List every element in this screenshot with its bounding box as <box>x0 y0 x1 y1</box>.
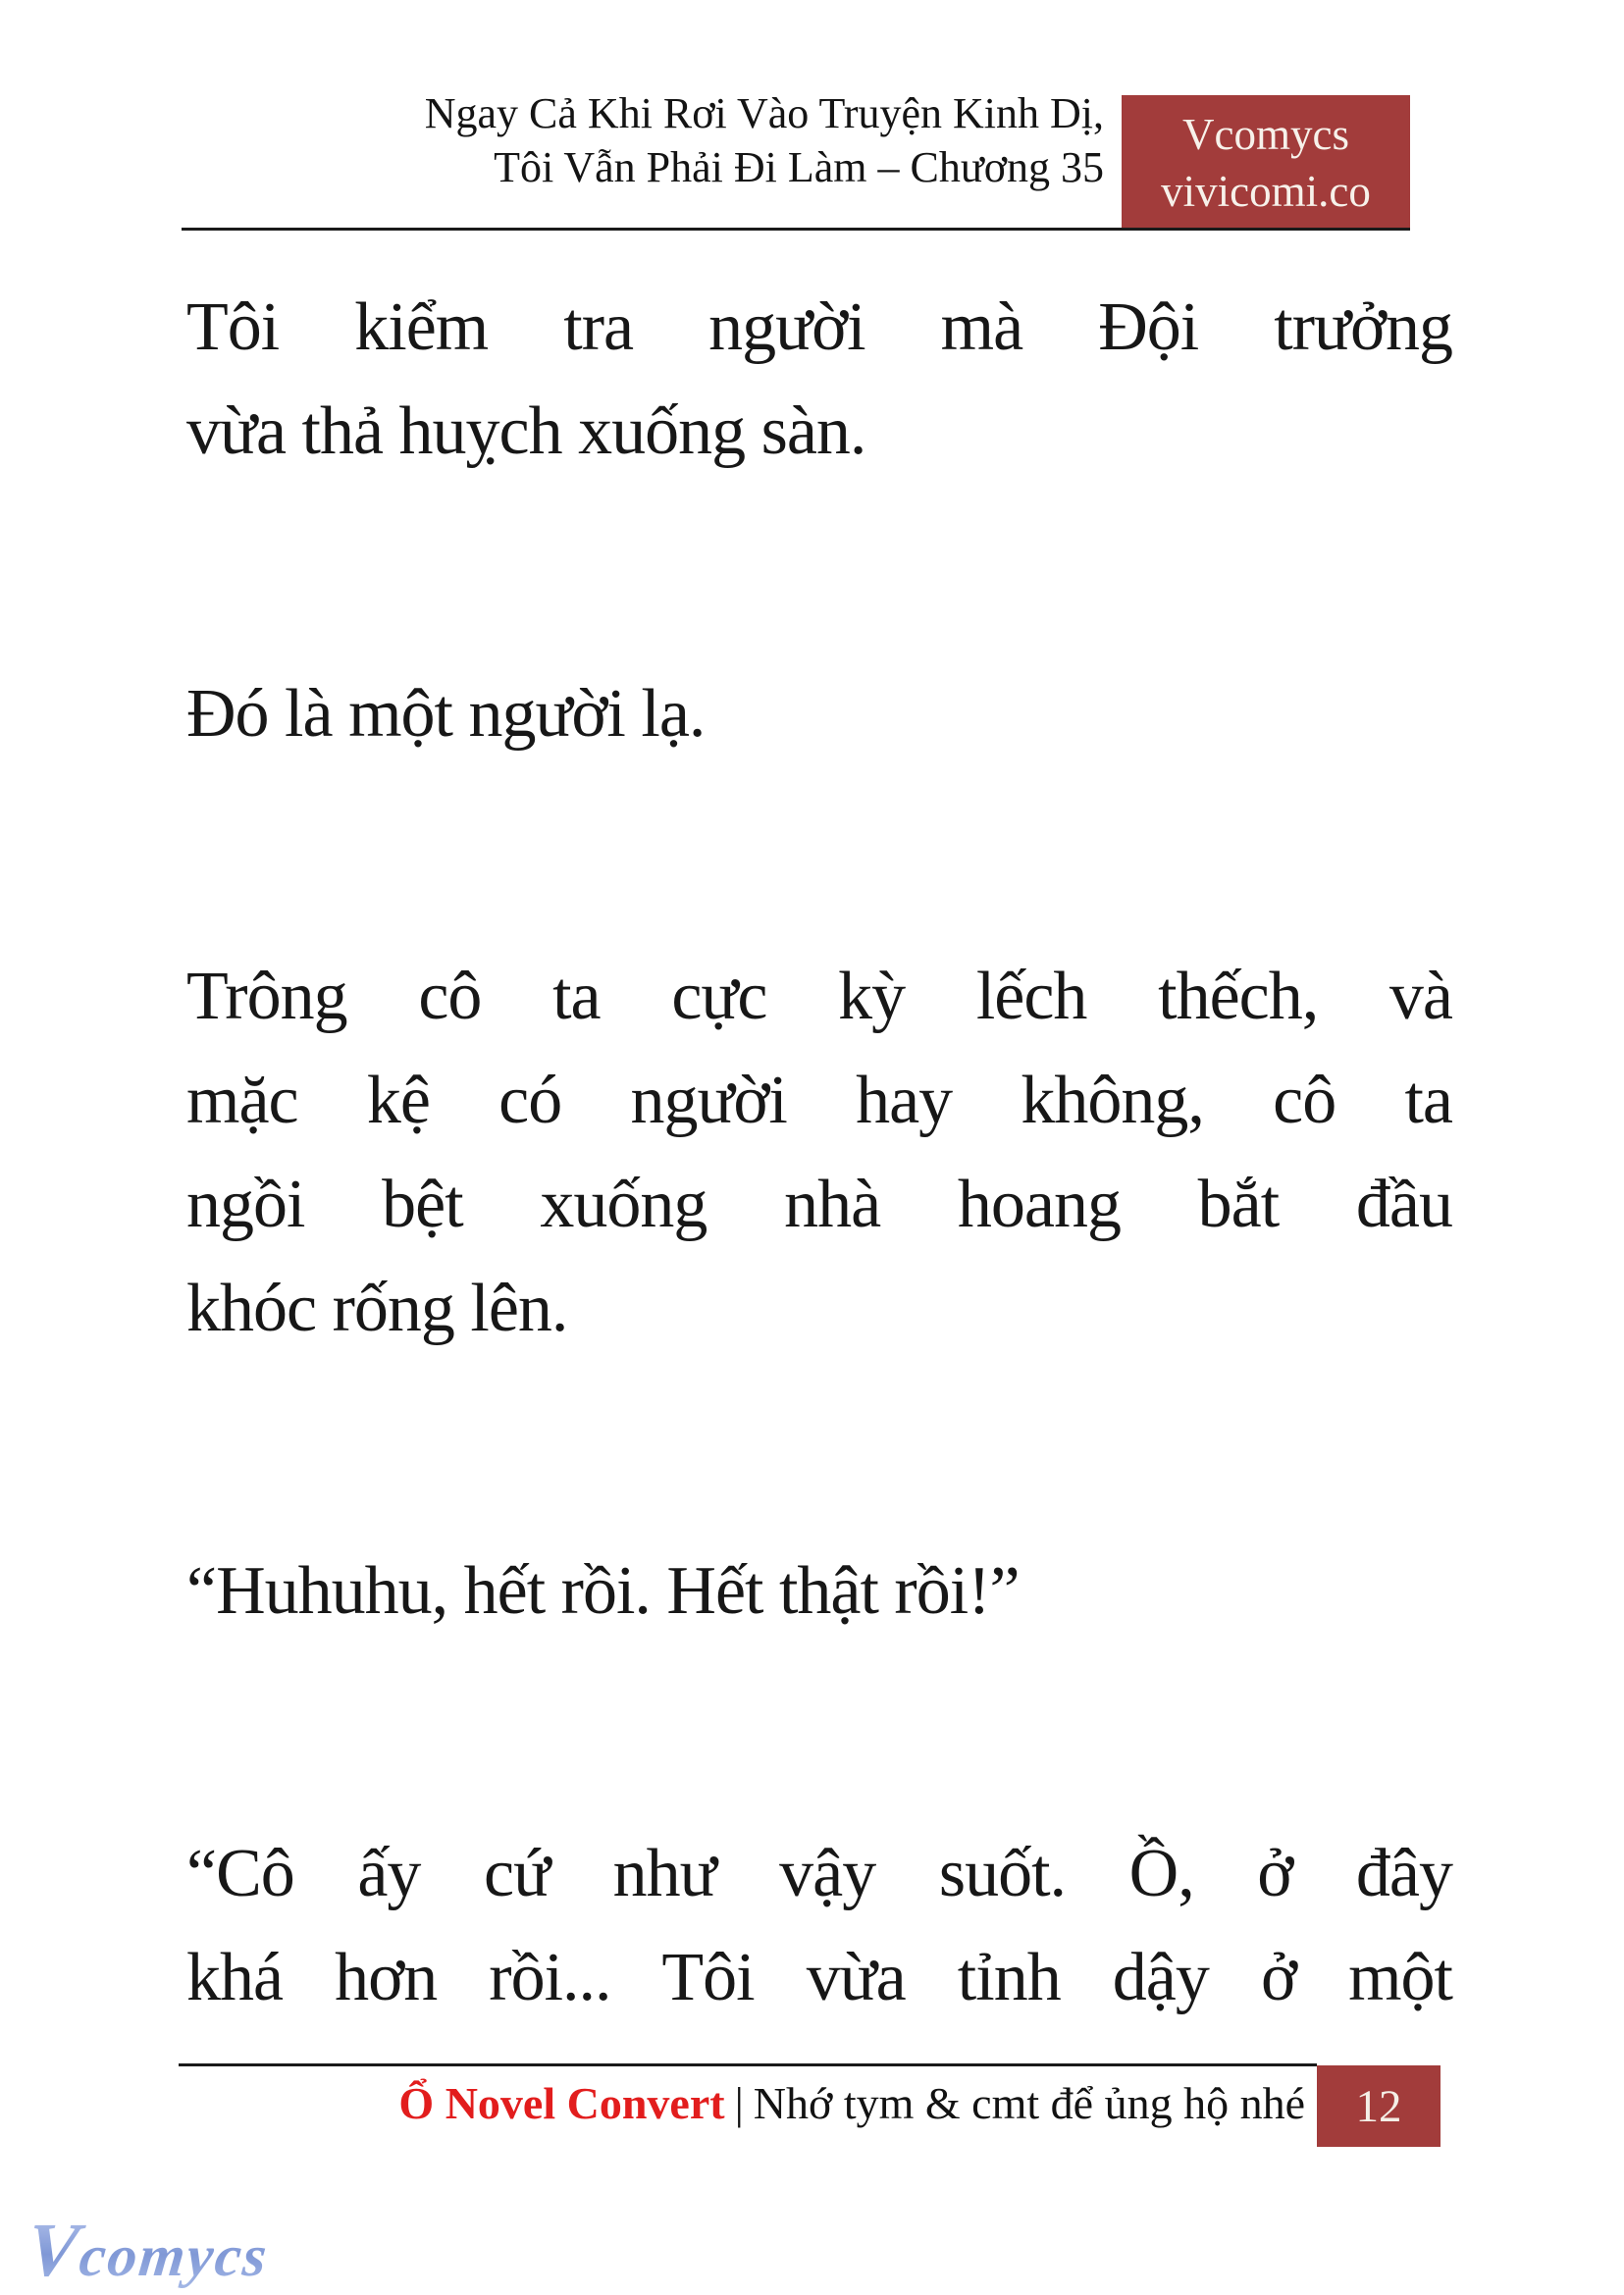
chapter-title <box>182 86 1104 194</box>
footer-brand: Ổ Novel Convert <box>398 2078 725 2128</box>
chapter-title-line1: Ngay Cả Khi Rơi Vào Truyện Kinh Dị, <box>424 89 1104 137</box>
paragraph <box>186 1539 1452 1643</box>
paragraph <box>186 662 1452 766</box>
text-line: vừa thả huỵch xuống sàn. <box>186 393 866 469</box>
paragraph <box>186 1822 1452 2030</box>
paragraph <box>186 945 1452 1361</box>
header-divider <box>182 228 1410 231</box>
brand-website: vivicomi.co <box>1161 167 1371 216</box>
text-line: mặc kệ có người hay không, cô ta <box>186 1063 1452 1138</box>
text-line: ngồi bệt xuống nhà hoang bắt đầu <box>186 1167 1452 1242</box>
text-line: Trông cô ta cực kỳ lếch thếch, và <box>186 959 1452 1034</box>
page-number: 12 <box>1355 2080 1402 2132</box>
brand-name: Vcomycs <box>1182 110 1349 159</box>
footer-separator: | <box>734 2078 744 2128</box>
paragraph <box>186 276 1452 484</box>
text-line: khá hơn rồi... Tôi vừa tỉnh dậy ở một <box>186 1940 1452 2015</box>
text-line: “Huhuhu, hết rồi. Hết thật rồi!” <box>186 1553 1020 1629</box>
text-line: Đó là một người lạ. <box>186 676 706 752</box>
vcomycs-watermark-logo: Vcomycs <box>23 2207 272 2292</box>
footer-support-note: Nhớ tym & cmt để ủng hộ nhé <box>753 2078 1305 2128</box>
text-line: Tôi kiểm tra người mà Đội trưởng <box>186 289 1452 365</box>
text-line: “Cô ấy cứ như vậy suốt. Ồ, ở đây <box>186 1836 1452 1911</box>
page-number-badge <box>1317 2065 1441 2147</box>
translator-brand-box <box>1122 95 1410 231</box>
footer-divider <box>179 2063 1317 2066</box>
text-line: khóc rống lên. <box>186 1271 568 1346</box>
footer-note <box>179 2072 1305 2135</box>
chapter-body <box>186 276 1452 2030</box>
chapter-title-line2: Tôi Vẫn Phải Đi Làm – Chương 35 <box>494 143 1104 191</box>
